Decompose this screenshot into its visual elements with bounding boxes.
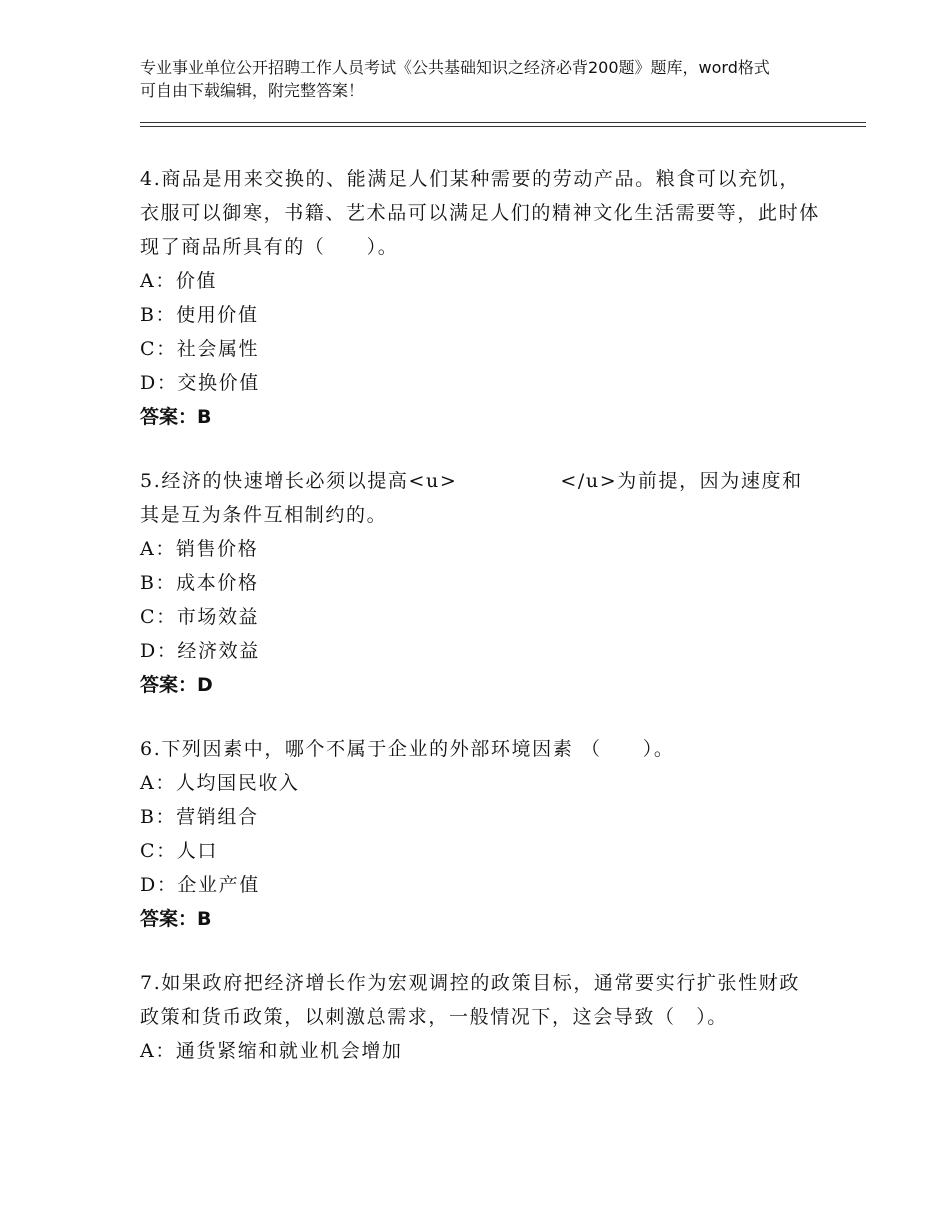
question-stem: 6.下列因素中，哪个不属于企业的外部环境因素 （ ）。 [140, 738, 675, 760]
question-stem: 7.如果政府把经济增长作为宏观调控的政策目标，通常要实行扩张性财政政策和货币政策，以刺激总需求，一般情况下，这会导致（ ）。 [140, 972, 800, 1028]
header-rule-bottom [140, 126, 866, 127]
option-c: C：人口 [140, 840, 218, 862]
question-5 [140, 464, 820, 702]
option-d: D：企业产值 [140, 874, 260, 896]
option-b: B：成本价格 [140, 572, 259, 594]
header-rule-top [140, 122, 866, 123]
option-d: D：经济效益 [140, 640, 260, 662]
document-title: 专业事业单位公开招聘工作人员考试《公共基础知识之经济必背200题》题库，word格式可自由下载编辑，附完整答案！ [140, 58, 770, 100]
question-7 [140, 966, 820, 1068]
question-6 [140, 732, 820, 936]
answer-label: 答案：B [140, 908, 212, 930]
option-c: C：社会属性 [140, 338, 260, 360]
option-c: C：市场效益 [140, 606, 260, 628]
answer-label: 答案：B [140, 406, 212, 428]
option-a: A：人均国民收入 [140, 772, 300, 794]
option-a: A：价值 [140, 270, 218, 292]
option-b: B：使用价值 [140, 304, 259, 326]
option-b: B：营销组合 [140, 806, 259, 828]
question-list [140, 162, 820, 1098]
question-stem: 5.经济的快速增长必须以提高<u> </u>为前提，因为速度和其是互为条件互相制约的。 [140, 470, 803, 526]
option-d: D：交换价值 [140, 372, 260, 394]
question-4 [140, 162, 820, 434]
option-a: A：销售价格 [140, 538, 259, 560]
document-header [140, 56, 780, 102]
option-a: A：通货紧缩和就业机会增加 [140, 1040, 403, 1062]
answer-label: 答案：D [140, 674, 213, 696]
question-stem: 4.商品是用来交换的、能满足人们某种需要的劳动产品。粮食可以充饥，衣服可以御寒，书籍、艺术品可以满足人们的精神文化生活需要等，此时体现了商品所具有的（ ）。 [140, 168, 820, 258]
